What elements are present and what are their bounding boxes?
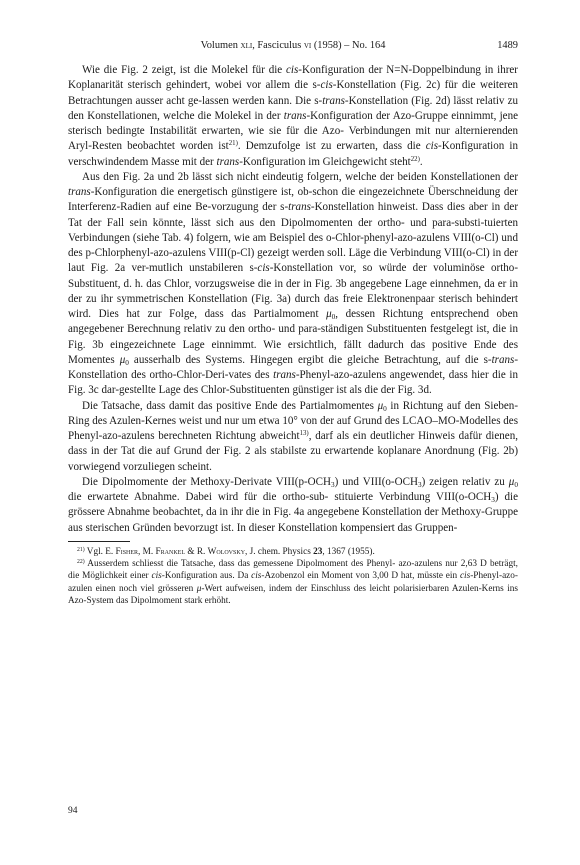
text-line: Azobenzol ein Moment von 3,00 D hat, müsste ein cis-Phenyl-azo-azulen einen noch viel <box>68 571 518 594</box>
running-header <box>68 40 518 58</box>
footnote <box>68 546 518 558</box>
paragraph <box>68 170 518 399</box>
text-line: $^{21)}$ Vgl. E. Fisher, M. Frankel & R. Wolovsky, J. chem. Physics 23, 1367 (1955). <box>77 546 375 557</box>
text-line: mutlich unstabileren s-cis-Konstellation vor, so würde der voluminöse ortho- <box>149 262 518 275</box>
footnote <box>68 558 518 607</box>
text-line: Richtung abweicht$^{13)}$, darf als ein deutlicher Hinweis dafür dienen, dass in der <box>68 430 518 458</box>
paragraph <box>68 63 518 170</box>
text-line: Aus den Fig. 2a und 2b lässt sich nicht eindeutig folgern, welche der beiden <box>82 170 427 183</box>
text-line: vorzugung der s-trans-Konstellation hinweist. Dass dies aber in der Tat der Fall <box>68 201 519 229</box>
text-line: ihr die in Fig. 4a angegebene Konstellation der Methoxy-Gruppe aus sterischen <box>68 506 518 534</box>
text-line: zeigen relativ zu $\mu_0$ die erwartete Abnahme. Dabei wird für die ortho-sub- <box>68 475 518 503</box>
text-line: phenyl-azo-azulens VIII(o-Cl) und des p-Chlorphenyl-azo-azulens VIII(p-Cl) <box>68 231 518 259</box>
text-line: Kerns ins Azo-System das Dipolmoment stark erhöht. <box>68 583 518 606</box>
folio-number: 94 <box>68 806 78 816</box>
text-line: Substituent, d. h. das Chlor, vorzugsweise die in der in Fig. 3b angegebene <box>68 277 402 290</box>
text-line: Verbindungen mit nur alternierenden Aryl-Resten beobachtet worden ist$^{21)}$. <box>68 125 519 153</box>
journal-citation: Volumen xli, Fasciculus vi (1958) – No. 164 <box>200 40 386 51</box>
text-line: Masse mit der trans-Konfiguration im Gleichgewicht steht$^{22)}$. <box>151 155 423 168</box>
text-line: (Fig. 2b) vorwiegend vorzuliegen scheint. <box>68 445 519 473</box>
text-line: Die Tatsache, dass damit das positive Ende des Partialmomentes $\mu_0$ in <box>82 399 400 413</box>
text-line: Konstellationen, welche die Molekel in der trans-Konfiguration der Azo-Gruppe <box>87 109 448 122</box>
body-text <box>68 63 518 536</box>
text-line: stituierte Verbindung $VIII(o-OCH_3)$ die grössere Abnahme beobachtet, da in <box>68 491 518 519</box>
text-line: lassen werden kann. Die s-trans-Konstellation (Fig. 2d) lässt relativ zu den <box>68 94 518 122</box>
text-line: schon die eingezeichnete Überschneidung der Interferenz-Radien auf eine Be- <box>68 186 518 214</box>
text-line: Die Dipolmomente der Methoxy-Derivate $VIII(p-OCH_3)$ und $VIII(o-OCH_3)$ <box>82 475 426 489</box>
text-line: Lage einnehmen, da er in der zu ihr symmetrischen Konstellation (Fig. 3a) <box>68 277 518 305</box>
text-line: Richtung auf den Sieben-Ring des Azulen-Kernes weist und nur um etwa 10° <box>68 399 518 427</box>
text-line: Demzufolge ist zu erwarten, dass die cis-Konfiguration in verschwindendem <box>68 140 518 168</box>
text-line: Gründen bevorzugt ist. In dieser Konstellation kompensiert das Gruppen- <box>132 521 458 534</box>
text-line: durch das freie Elektronenpaar sterisch behindert wird. Dies hat zur Folge, <box>68 292 519 320</box>
text-line: $^{22)}$ Ausserdem schliesst die Tatsache, dass das gemessene Dipolmoment des Phenyl- <box>77 558 396 570</box>
text-line: Tat die auf Grund der Fig. 2 als stabilste zu erwartende koplanare Anordnung <box>120 445 475 458</box>
text-line: tuierten Verbindungen (siehe Tab. 4) folgern, wie am Beispiel des o-Chlor- <box>68 216 518 244</box>
text-line: grösseren μ-Wert aufweisen, indem der Einschluss des leicht polarisierbaren Azulen- <box>157 583 482 594</box>
text-line: gezeigt werden soll. Läge die Verbindung VIII(o-Cl) in der laut Fig. 2a ver- <box>68 247 518 275</box>
text-line: Doppelbindung in ihrer Koplanarität sterisch gehindert, wobei vor allem die <box>68 64 518 92</box>
text-line: Berechnung relativ zu den ortho- und para-ständigen Substituenten festgelegt <box>127 323 473 336</box>
footnotes <box>68 546 518 607</box>
footnote-rule <box>68 541 130 542</box>
text-line: sein könnte, lässt sich aus den Dipolmomenten der ortho- und para-substi- <box>129 216 485 229</box>
text-line: Konstellationen der trans-Konfiguration die energetisch günstigere ist, ob- <box>68 170 518 198</box>
text-line: vates des trans-Phenyl-azo-azulens angewendet, dass hier die in Fig. 3c dar- <box>68 369 518 397</box>
text-line: von der auf Grund des LCAO–MO-Modelles des Phenyl-azo-azulens berechneten <box>68 414 519 442</box>
text-line: dass das Partialmoment $\mu_0$, dessen Richtung entsprechend oben angegebener <box>68 308 518 336</box>
text-line: das positive Ende des Momentes $\mu_0$ ausserhalb des Systems. Hingegen ergibt <box>68 338 519 367</box>
paragraph <box>68 399 518 475</box>
paragraph <box>68 475 518 536</box>
text-line: ist, die in Fig. 3b eingezeichnete Lage einnimmt. Wie ersichtlich, fällt dadurch <box>68 323 519 351</box>
text-line: azo-azulens nur 2,63 D beträgt, die Möglichkeit einer cis-Konfiguration aus. Da cis- <box>68 559 518 582</box>
text-line: Wie die Fig. 2 zeigt, ist die Molekel für die cis-Konfiguration der N=N- <box>82 64 413 76</box>
text-line: einnimmt, jene sterisch bedingte Instabilität erwarten, wie sie für die Azo- <box>68 109 519 137</box>
page-number: 1489 <box>497 40 518 51</box>
text-line: s-cis-Konstellation (Fig. 2c) für die weiteren Betrachtungen ausser acht ge- <box>68 79 519 107</box>
text-line: gestellte Lage des Chlor-Substituenten günstiger ist als die der Fig. 3d. <box>119 384 432 397</box>
document-page <box>68 40 518 840</box>
text-line: die gleiche Betrachtung, auf die s-trans-Konstellation des ortho-Chlor-Deri- <box>68 353 518 381</box>
